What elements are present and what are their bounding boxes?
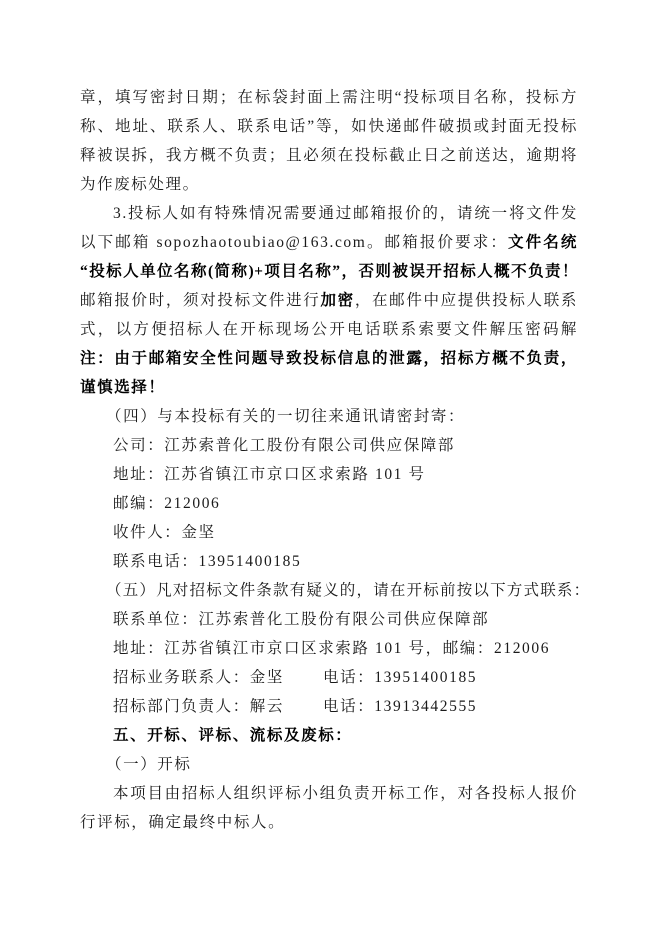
section-heading: （五）凡对招标文件条款有疑义的，请在开标前按以下方式联系：: [106, 582, 591, 599]
text-line: [80, 228, 578, 257]
note-line: 谨慎选择！: [80, 379, 166, 396]
email-requirement-text: 以下邮箱 sopozhaotoubiao@163.com。邮箱报价要求：: [80, 234, 508, 251]
address-line: 地址：江苏省镇江市京口区求索路 101 号: [113, 466, 426, 483]
section-heading: （四）与本投标有关的一切往来通讯请密封寄：: [106, 408, 466, 425]
text-line: 释被误拆，我方概不负责；且必须在投标截止日之前送达，逾期将: [80, 147, 578, 164]
contact-line: [80, 663, 578, 692]
text-line: 章，填写密封日期；在标袋封面上需注明“投标项目名称，投标方: [80, 89, 578, 106]
unit-line: 联系单位：江苏索普化工股份有限公司供应保障部: [113, 611, 490, 628]
text-line: 称、地址、联系人、联系电话”等，如快递邮件破损或封面无投标: [80, 118, 578, 135]
note-line: 注：由于邮箱安全性问题导致投标信息的泄露，招标方概不负责，: [80, 350, 578, 367]
text-line: 3.投标人如有特殊情况需要通过邮箱报价的，请统一将文件发: [113, 205, 578, 222]
bold-text: 加密: [320, 292, 355, 309]
contact-name: 招标部门负责人：解云: [113, 698, 285, 715]
company-line: 公司：江苏索普化工股份有限公司供应保障部: [113, 437, 456, 454]
phone-line: 联系电话：13951400185: [113, 553, 302, 570]
text-line: 式，以方便招标人在开标现场公开电话联系索要文件解压密码解: [80, 321, 578, 338]
contact-name: 招标业务联系人：金坚: [113, 669, 285, 686]
address-line: 地址：江苏省镇江市京口区求索路 101 号，邮编：212006: [113, 640, 551, 657]
bold-text: 文件名统: [508, 234, 578, 251]
text-line: [80, 286, 578, 315]
text-line: 行评标，确定最终中标人。: [80, 814, 286, 831]
subsection-heading: （一）开标: [106, 756, 192, 773]
text-span: ，在邮件中应提供投标人联系: [354, 292, 578, 309]
contact-phone: 电话：13951400185: [323, 669, 478, 686]
chapter-title: 五、开标、评标、流标及废标：: [113, 727, 353, 744]
text-line: 为作废标处理。: [80, 176, 200, 193]
text-span: 邮箱报价时，须对投标文件进行: [80, 292, 321, 309]
text-line: 本项目由招标人组织评标小组负责开标工作，对各投标人报价: [113, 785, 578, 802]
bold-text-line: “投标人单位名称(简称)+项目名称”，否则被误开招标人概不负责！: [80, 263, 578, 280]
contact-phone: 电话：13913442555: [323, 698, 478, 715]
postcode-line: 邮编：212006: [113, 495, 221, 512]
document-page: [80, 83, 591, 837]
contact-line: [80, 692, 578, 721]
recipient-line: 收件人：金坚: [113, 524, 216, 541]
